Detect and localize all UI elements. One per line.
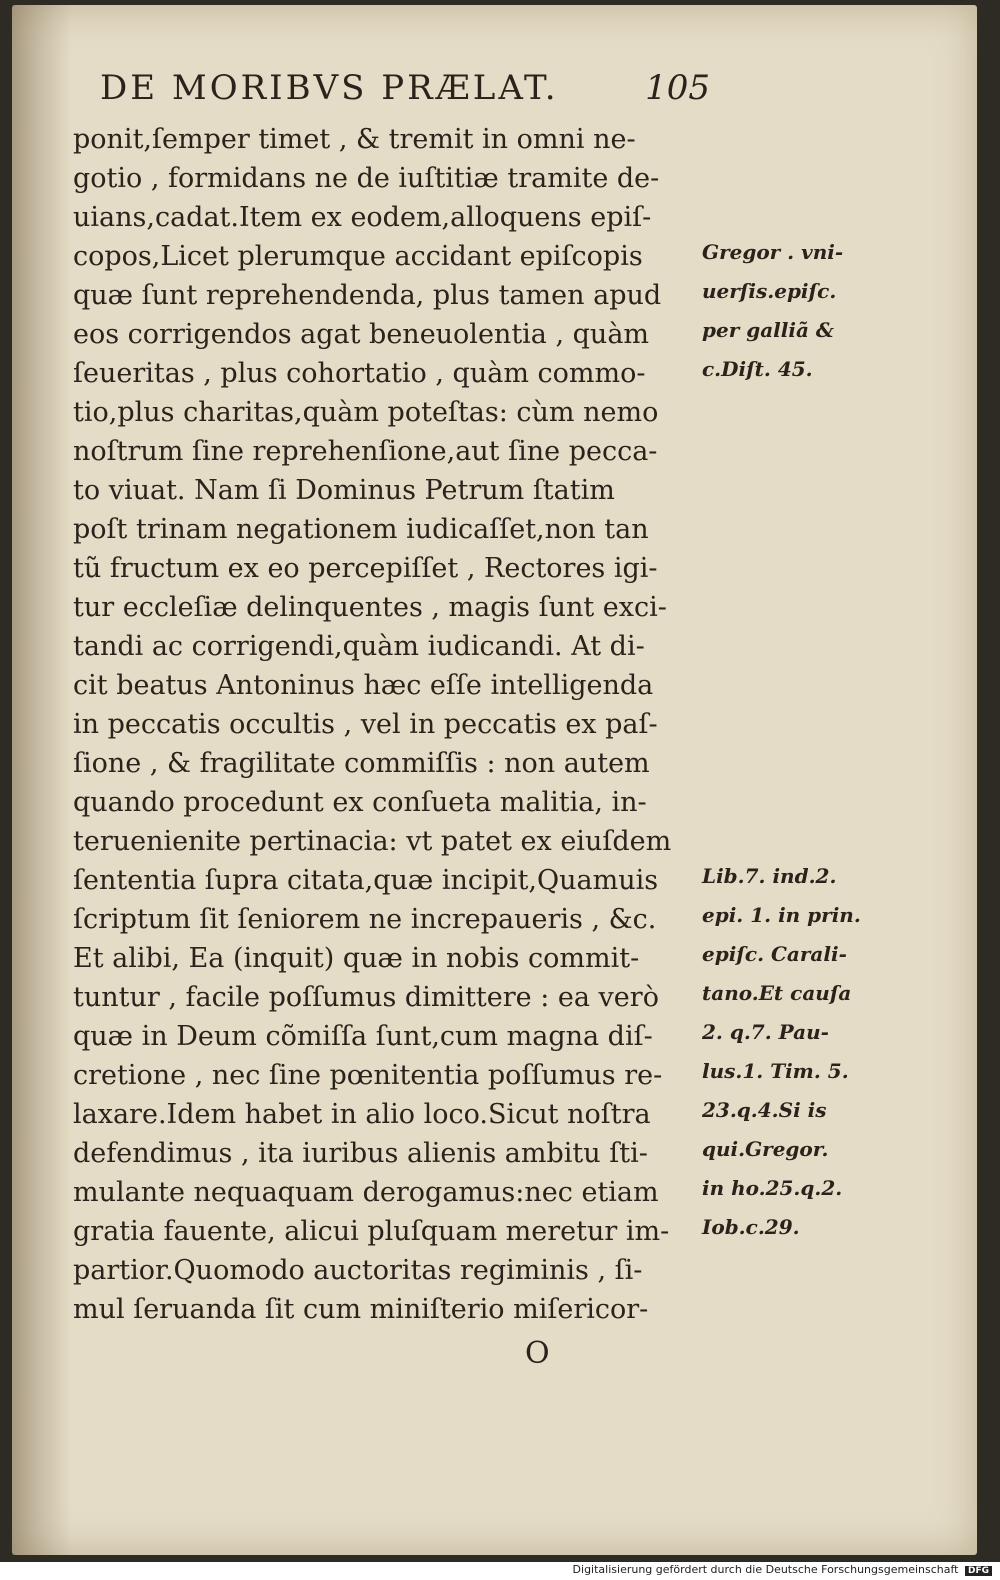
text-line: copos,Licet plerumque accidant epiſcopis: [73, 241, 643, 272]
margin-note-line: tano.Et cauſa: [702, 981, 852, 1005]
text-line: noſtrum ſine reprehenſione,aut ſine pecca-: [73, 436, 658, 467]
page-number: 105: [645, 68, 710, 108]
text-line: gotio , formidans ne de iuſtitiæ tramite de-: [73, 163, 660, 194]
text-line: tuntur , facile poſſumus dimittere : ea verò: [73, 982, 659, 1013]
text-line: teruenienite pertinacia: vt patet ex eiuſdem: [73, 826, 672, 857]
text-line: eos corrigendos agat beneuolentia , quàm: [73, 319, 650, 350]
text-line: laxare.Idem habet in alio loco.Sicut noſtra: [73, 1099, 651, 1130]
text-line: tur eccleſiæ delinquentes , magis ſunt exci-: [73, 592, 667, 623]
main-text-block: [73, 120, 693, 1329]
page-gutter-shadow: [12, 5, 72, 1555]
margin-note-line: Lib.7. ind.2.: [702, 864, 837, 888]
margin-note-line: qui.Gregor.: [702, 1137, 829, 1161]
text-line: poſt trinam negationem iudicaſſet,non tan: [73, 514, 649, 545]
margin-note-line: Gregor . vni-: [702, 240, 844, 264]
text-line: mul ſeruanda ſit cum miniſterio miſericor-: [73, 1294, 649, 1325]
signature-mark: O: [525, 1336, 550, 1371]
text-line: quando procedunt ex conſueta malitia, in-: [73, 787, 647, 818]
running-header: [100, 68, 710, 118]
digitization-footer: [573, 1563, 992, 1576]
text-line: quæ in Deum cõmiſſa ſunt,cum magna diſ-: [73, 1021, 653, 1052]
margin-note-line: in ho.25.q.2.: [702, 1176, 843, 1200]
text-line: to viuat. Nam ſi Dominus Petrum ſtatim: [73, 475, 615, 506]
text-line: ponit,ſemper timet , & tremit in omni ne-: [73, 124, 636, 155]
footer-text: Digitalisierung gefördert durch die Deutsche Forschungsgemeinschaft: [572, 1563, 959, 1576]
text-line: cit beatus Antoninus hæc eſſe intelligenda: [73, 670, 654, 701]
margin-note-line: 2. q.7. Pau-: [702, 1020, 829, 1044]
margin-note-line: 23.q.4.Si is: [702, 1098, 827, 1122]
text-line: uians,cadat.Item ex eodem,alloquens epiſ-: [73, 202, 652, 233]
text-line: partior.Quomodo auctoritas regiminis , ſi-: [73, 1255, 643, 1286]
text-line: ſcriptum ſit ſeniorem ne increpaueris , &c.: [73, 904, 657, 935]
text-line: quæ ſunt reprehendenda, plus tamen apud: [73, 280, 662, 311]
text-line: in peccatis occultis , vel in peccatis ex paſ-: [73, 709, 658, 740]
dfg-logo: DFG: [965, 1566, 992, 1576]
text-line: cretione , nec ſine pœnitentia poſſumus re-: [73, 1060, 663, 1091]
text-line: ſententia ſupra citata,quæ incipit,Quamuis: [73, 865, 659, 896]
text-line: tio,plus charitas,quàm poteſtas: cùm nemo: [73, 397, 659, 428]
margin-note-line: Iob.c.29.: [702, 1215, 800, 1239]
margin-note-line: per galliã &: [702, 318, 834, 342]
margin-note-line: c.Diſt. 45.: [702, 357, 813, 381]
text-line: tandi ac corrigendi,quàm iudicandi. At di-: [73, 631, 645, 662]
margin-note-line: epi. 1. in prin.: [702, 903, 861, 927]
text-line: ſione , & fragilitate commiſſis : non autem: [73, 748, 650, 779]
text-line: defendimus , ita iuribus alienis ambitu ſti-: [73, 1138, 648, 1169]
margin-note-line: uerſis.epiſc.: [702, 279, 837, 303]
text-line: gratia fauente, alicui pluſquam meretur im-: [73, 1216, 670, 1247]
running-title: DE MORIBVS PRÆLAT.: [100, 68, 559, 108]
margin-note-line: epiſc. Carali-: [702, 942, 847, 966]
text-line: tũ fructum ex eo percepiſſet , Rectores igi-: [73, 553, 658, 584]
text-line: mulante nequaquam derogamus:nec etiam: [73, 1177, 659, 1208]
text-line: ſeueritas , plus cohortatio , quàm commo-: [73, 358, 646, 389]
text-line: Et alibi, Ea (inquit) quæ in nobis commit-: [73, 943, 640, 974]
margin-note-line: lus.1. Tim. 5.: [702, 1059, 849, 1083]
